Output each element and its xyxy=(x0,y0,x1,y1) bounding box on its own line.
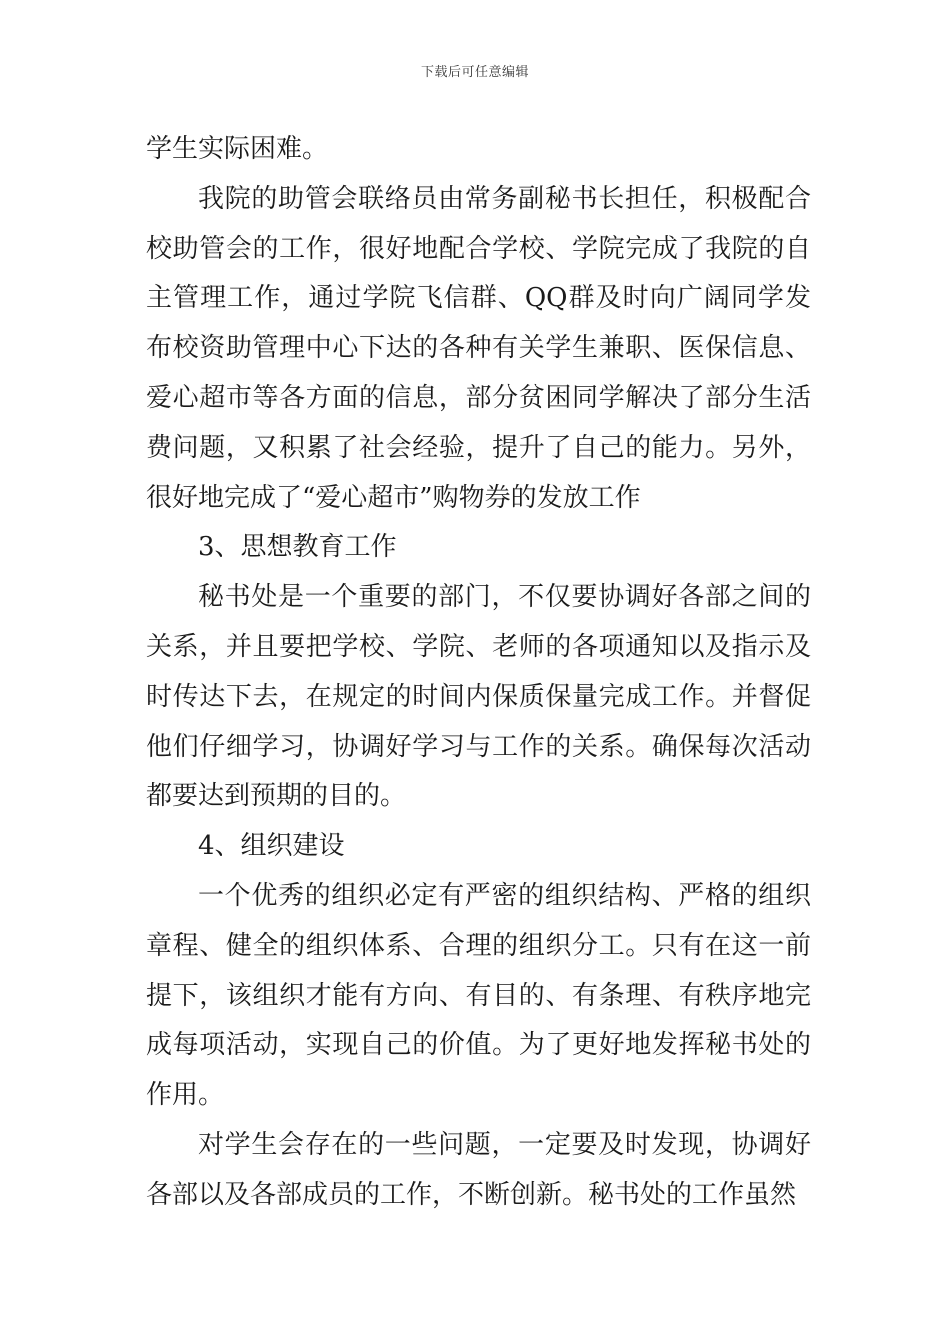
paragraph-organization-structure: 一个优秀的组织必定有严密的组织结构、严格的组织章程、健全的组织体系、合理的组织分工。只有在这一前提下，该组织才能有方向、有目的、有条理、有秩序地完成每项活动，实现自己的价值。为了更好地发挥秘书处的作用。 xyxy=(146,880,811,1111)
page-header: 下载后可任意编辑 xyxy=(420,65,529,80)
section-heading-organization-building: 4、组织建设 xyxy=(198,831,345,862)
paragraph-student-union-issues: 对学生会存在的一些问题，一定要及时发现，协调好各部以及各部成员的工作，不断创新。秘书处的工作虽然 xyxy=(146,1129,811,1210)
section-heading-ideological-education: 3、思想教育工作 xyxy=(198,532,397,563)
paragraph-secretariat-role: 秘书处是一个重要的部门，不仅要协调好各部之间的关系，并且要把学校、学院、老师的各项通知以及指示及时传达下去，在规定的时间内保质保量完成工作。并督促他们仔细学习，协调好学习与工作的关系。确保每次活动都要达到预期的目的。 xyxy=(146,582,811,812)
paragraph-continuation: 学生实际困难。 xyxy=(146,134,329,164)
document-body xyxy=(146,125,811,1221)
paragraph-assistance-liaison: 我院的助管会联络员由常务副秘书长担任，积极配合校助管会的工作，很好地配合学校、学院完成了我院的自主管理工作，通过学院飞信群、QQ群及时向广阔同学发布校资助管理中心下达的各种有关学生兼职、医保信息、爱心超市等各方面的信息，部分贫困同学解决了部分生活费问题，又积累了社会经验，提升了自己的能力。另外，很好地完成了“爱心超市”购物券的发放工作 xyxy=(146,183,811,513)
